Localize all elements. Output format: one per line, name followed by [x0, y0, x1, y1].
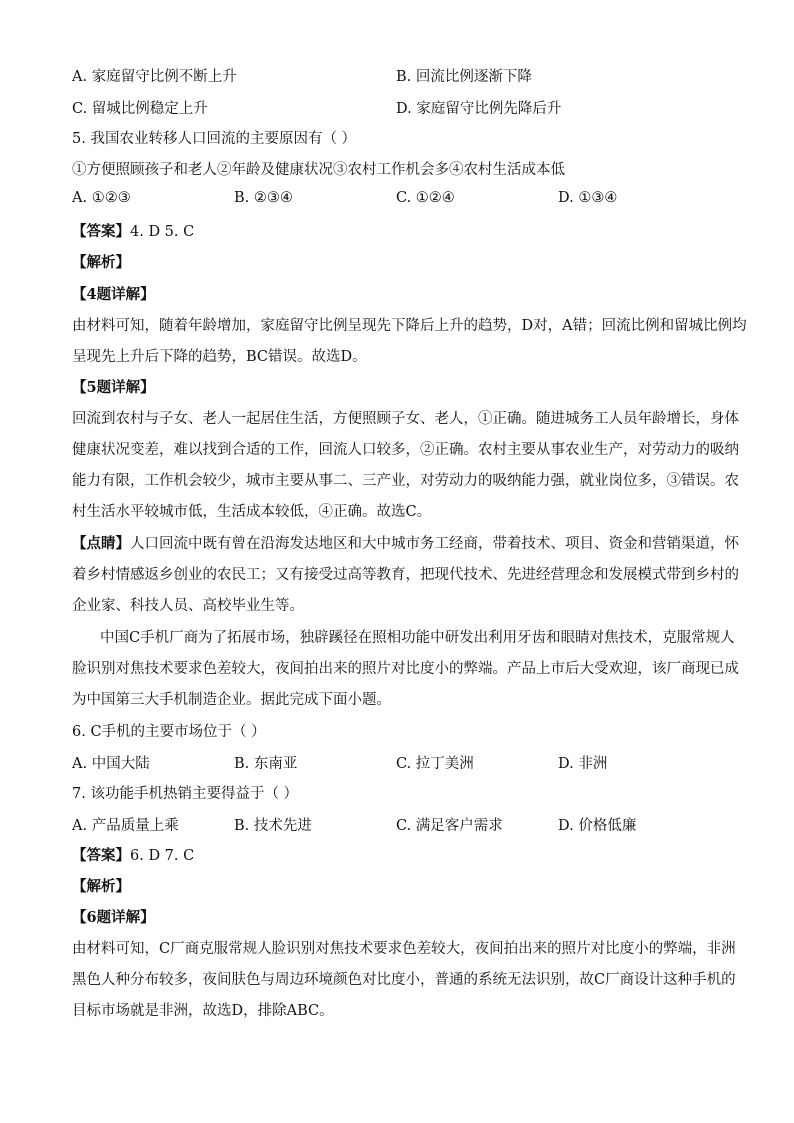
material-line: 中国C手机厂商为了拓展市场，独辟蹊径在照相功能中研发出利用牙齿和眼睛对焦技术，克服常规人 [100, 630, 735, 646]
answer-tag: 【答案】 [72, 223, 130, 240]
q5-stem: 5. 我国农业转移人口回流的主要原因有（ ） [72, 131, 357, 147]
q4-option-d: D. 家庭留守比例先降后升 [396, 101, 562, 117]
detail-6-line: 由材料可知，C厂商克服常规人脸识别对焦技术要求色差较大，夜间拍出来的照片对比度小的弊端，非洲 [72, 941, 736, 957]
detail-5-line: 村生活水平较城市低，生活成本较低，④正确。故选C。 [72, 504, 432, 520]
detail-6-line: 黑色人种分布较多，夜间肤色与周边环境颜色对比度小，普通的系统无法识别，故C厂商设计这种手机的 [72, 972, 736, 988]
answer-text: 4. D 5. C [130, 224, 195, 240]
answer-line-2 [72, 845, 732, 867]
q7-stem: 7. 该功能手机热销主要得益于（ ） [72, 786, 299, 802]
q6-option-d: D. 非洲 [558, 756, 608, 772]
q5-items: ①方便照顾孩子和老人②年龄及健康状况③农村工作机会多④农村生活成本低 [72, 162, 565, 178]
material-line: 为中国第三大手机制造企业。据此完成下面小题。 [72, 692, 391, 708]
detail-5-line: 能力有限，工作机会较少，城市主要从事二、三产业，对劳动力的吸纳能力强，就业岗位多，③错误。农 [72, 473, 739, 489]
analysis-heading: 【解析】 [72, 254, 130, 271]
q5-option-d: D. ①③④ [558, 190, 618, 206]
detail-6-line: 目标市场就是非洲，故选D，排除ABC。 [72, 1003, 334, 1019]
q7-option-d: D. 价格低廉 [558, 818, 637, 834]
q4-option-c: C. 留城比例稳定上升 [72, 101, 208, 117]
detail-4-line: 由材料可知，随着年龄增加，家庭留守比例呈现先下降后上升的趋势，D对，A错；回流比例和留城比例均 [72, 318, 747, 334]
q7-option-c: C. 满足客户需求 [396, 818, 503, 834]
analysis-heading: 【解析】 [72, 878, 130, 895]
material-line: 脸识别对焦技术要求色差较大，夜间拍出来的照片对比度小的弊端。产品上市后大受欢迎，该厂商现已成 [72, 661, 739, 677]
q6-option-b: B. 东南亚 [234, 756, 298, 772]
answer-tag: 【答案】 [72, 847, 130, 864]
detail-6-heading: 【6题详解】 [72, 909, 155, 926]
detail-4-line: 呈现先上升后下降的趋势，BC错误。故选D。 [72, 349, 367, 365]
point-text: 人口回流中既有曾在沿海发达地区和大中城市务工经商，带着技术、项目、资金和营销渠道，怀 [130, 536, 739, 552]
point-line [72, 533, 739, 555]
detail-5-heading: 【5题详解】 [72, 379, 155, 396]
point-tag: 【点睛】 [72, 535, 130, 552]
q5-option-a: A. ①②③ [72, 190, 131, 206]
point-line: 企业家、科技人员、高校毕业生等。 [72, 598, 304, 614]
detail-5-line: 健康状况变差，难以找到合适的工作，回流人口较多，②正确。农村主要从事农业生产，对劳动力的吸纳 [72, 442, 739, 458]
answer-text: 6. D 7. C [130, 848, 195, 864]
q5-option-b: B. ②③④ [234, 190, 293, 206]
detail-4-heading: 【4题详解】 [72, 286, 155, 303]
answer-line-1 [72, 221, 732, 243]
q4-option-b: B. 回流比例逐渐下降 [396, 69, 532, 85]
q7-option-a: A. 产品质量上乘 [72, 818, 179, 834]
q5-option-c: C. ①②④ [396, 190, 455, 206]
q6-stem: 6. C手机的主要市场位于（ ） [72, 724, 266, 740]
q7-option-b: B. 技术先进 [234, 818, 312, 834]
q4-option-a: A. 家庭留守比例不断上升 [72, 69, 237, 85]
q6-option-c: C. 拉丁美洲 [396, 756, 474, 772]
q6-option-a: A. 中国大陆 [72, 756, 150, 772]
detail-5-line: 回流到农村与子女、老人一起居住生活，方便照顾子女、老人，①正确。随进城务工人员年龄增长，身体 [72, 411, 739, 427]
point-line: 着乡村情感返乡创业的农民工；又有接受过高等教育，把现代技术、先进经营理念和发展模式带到乡村的 [72, 567, 739, 583]
